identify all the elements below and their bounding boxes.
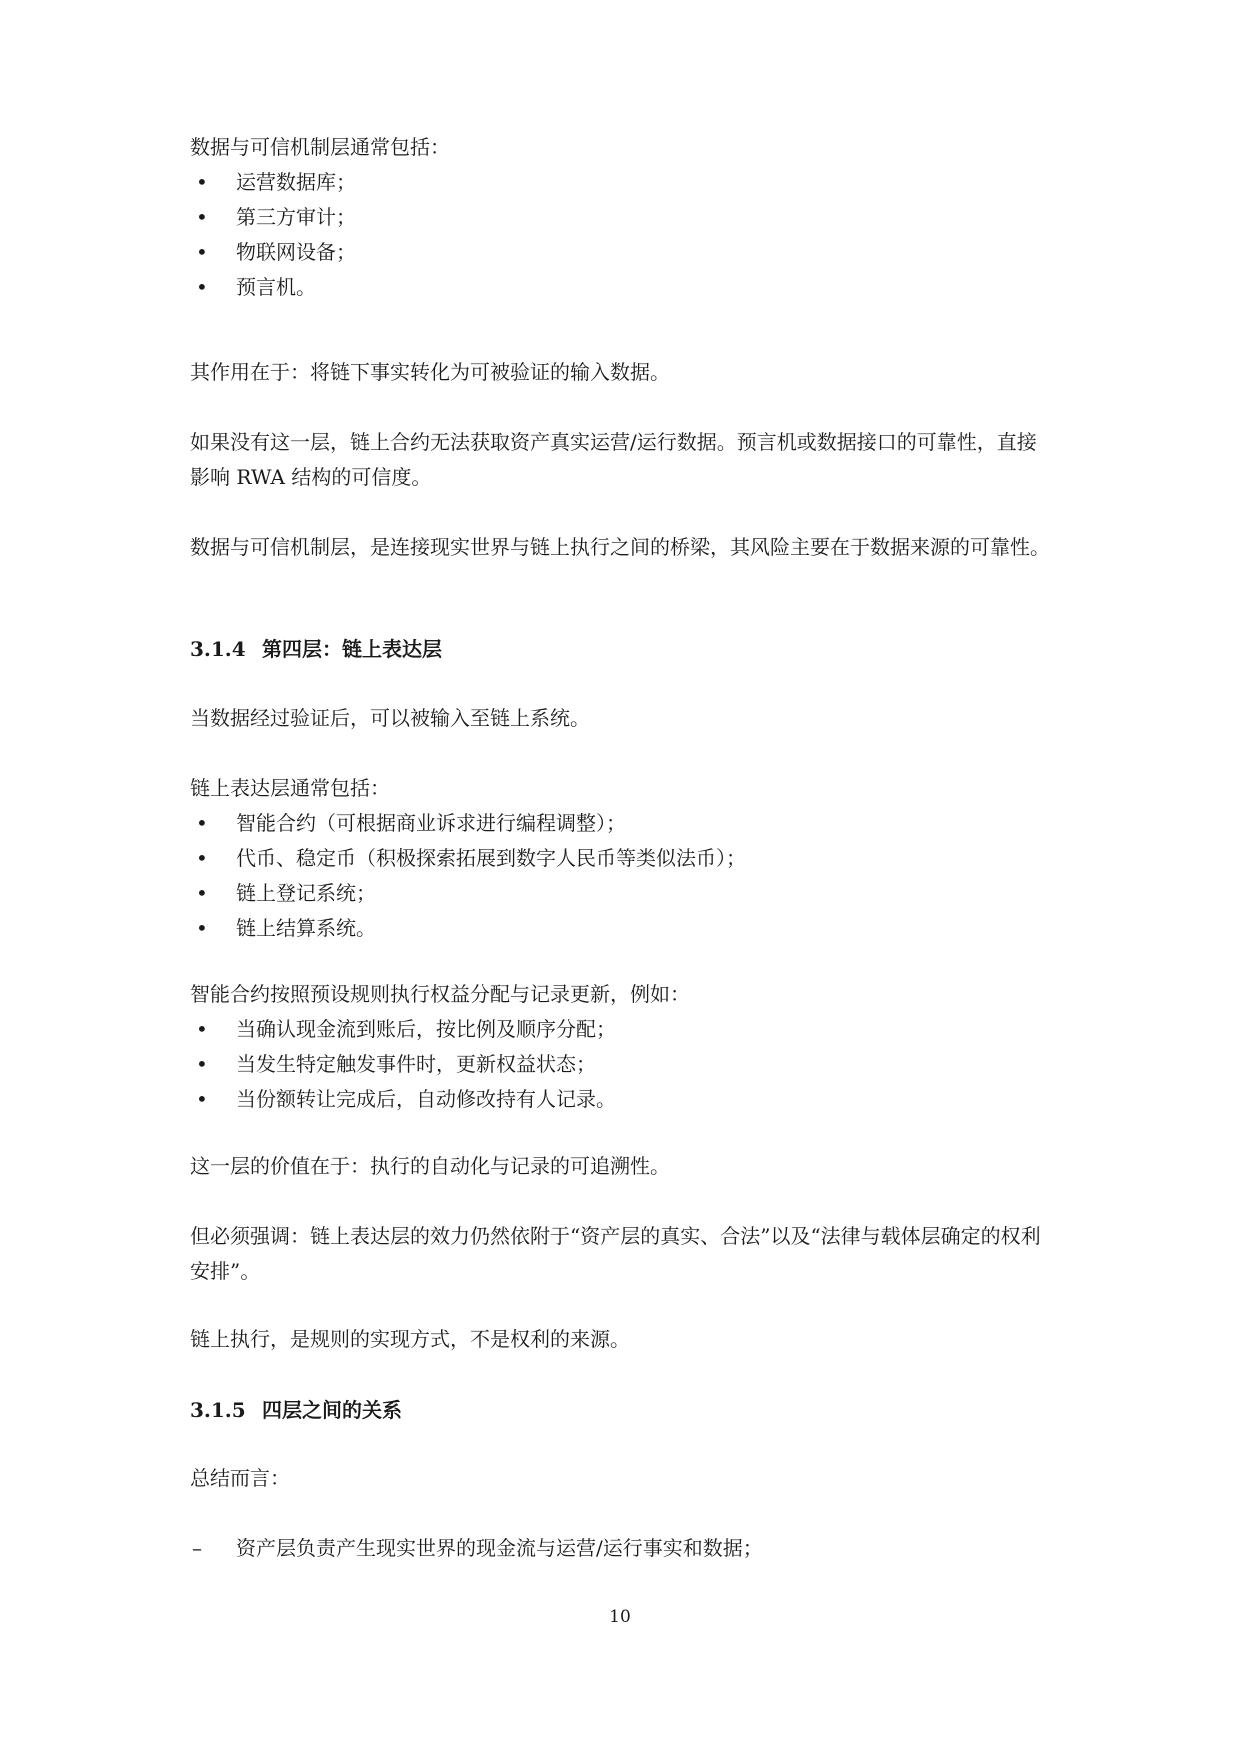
bullet-list-smart-contract-examples bbox=[190, 1012, 1050, 1117]
list-item: • 预言机。 bbox=[190, 270, 1050, 305]
bullet-mark: • bbox=[196, 275, 208, 299]
paragraph: 这一层的价值在于：执行的自动化与记录的可追溯性。 bbox=[190, 1154, 670, 1178]
section-title: 四层之间的关系 bbox=[262, 1398, 402, 1422]
list-item: • 智能合约（可根据商业诉求进行编程调整）； bbox=[190, 806, 1050, 841]
page-number: 10 bbox=[609, 1607, 631, 1627]
paragraph: 链上执行，是规则的实现方式，不是权利的来源。 bbox=[190, 1327, 630, 1351]
bullet-mark: • bbox=[196, 916, 208, 940]
list-item: • 链上登记系统； bbox=[190, 876, 1050, 911]
list-item: • 当发生特定触发事件时，更新权益状态； bbox=[190, 1047, 1050, 1082]
paragraph: 链上表达层通常包括： bbox=[190, 776, 390, 800]
bullet-mark: • bbox=[196, 240, 208, 264]
list-item: • 物联网设备； bbox=[190, 235, 1050, 270]
bullet-mark: • bbox=[196, 1052, 208, 1076]
list-item: • 第三方审计； bbox=[190, 200, 1050, 235]
section-number: 3.1.4 bbox=[190, 637, 246, 661]
bullet-mark: • bbox=[196, 1017, 208, 1041]
bullet-mark: • bbox=[196, 1087, 208, 1111]
paragraph: 其作用在于：将链下事实转化为可被验证的输入数据。 bbox=[190, 360, 670, 384]
dash-list-layer-relations bbox=[190, 1531, 1050, 1566]
bullet-mark: • bbox=[196, 170, 208, 194]
paragraph: 数据与可信机制层，是连接现实世界与链上执行之间的桥梁，其风险主要在于数据来源的可靠性。 bbox=[190, 535, 1050, 559]
list-item: • 代币、稳定币（积极探索拓展到数字人民币等类似法币）； bbox=[190, 841, 1050, 876]
paragraph: 总结而言： bbox=[190, 1466, 290, 1490]
bullet-list-onchain-layer bbox=[190, 806, 1050, 946]
section-heading-3-1-4 bbox=[190, 632, 442, 667]
paragraph: 智能合约按照预设规则执行权益分配与记录更新，例如： bbox=[190, 982, 690, 1006]
dash-mark: – bbox=[192, 1536, 202, 1560]
paragraph: 当数据经过验证后，可以被输入至链上系统。 bbox=[190, 706, 590, 730]
list-item: • 当确认现金流到账后，按比例及顺序分配； bbox=[190, 1012, 1050, 1047]
section-title: 第四层：链上表达层 bbox=[262, 637, 442, 661]
bullet-mark: • bbox=[196, 811, 208, 835]
list-item: • 链上结算系统。 bbox=[190, 911, 1050, 946]
bullet-mark: • bbox=[196, 881, 208, 905]
bullet-mark: • bbox=[196, 205, 208, 229]
bullet-list-data-layer bbox=[190, 165, 1050, 305]
paragraph: 但必须强调：链上表达层的效力仍然依附于“资产层的真实、合法”以及“法律与载体层确定的权利安排”。 bbox=[190, 1224, 1041, 1283]
list-item: • 当份额转让完成后，自动修改持有人记录。 bbox=[190, 1082, 1050, 1117]
section-heading-3-1-5 bbox=[190, 1393, 402, 1428]
list-item: – 资产层负责产生现实世界的现金流与运营/运行事实和数据； bbox=[190, 1531, 1050, 1566]
list-item: • 运营数据库； bbox=[190, 165, 1050, 200]
paragraph-data-layer-intro: 数据与可信机制层通常包括： bbox=[190, 135, 450, 159]
section-number: 3.1.5 bbox=[190, 1398, 246, 1422]
paragraph: 如果没有这一层，链上合约无法获取资产真实运营/运行数据。预言机或数据接口的可靠性，直接影响 RWA 结构的可信度。 bbox=[190, 430, 1037, 489]
bullet-mark: • bbox=[196, 846, 208, 870]
